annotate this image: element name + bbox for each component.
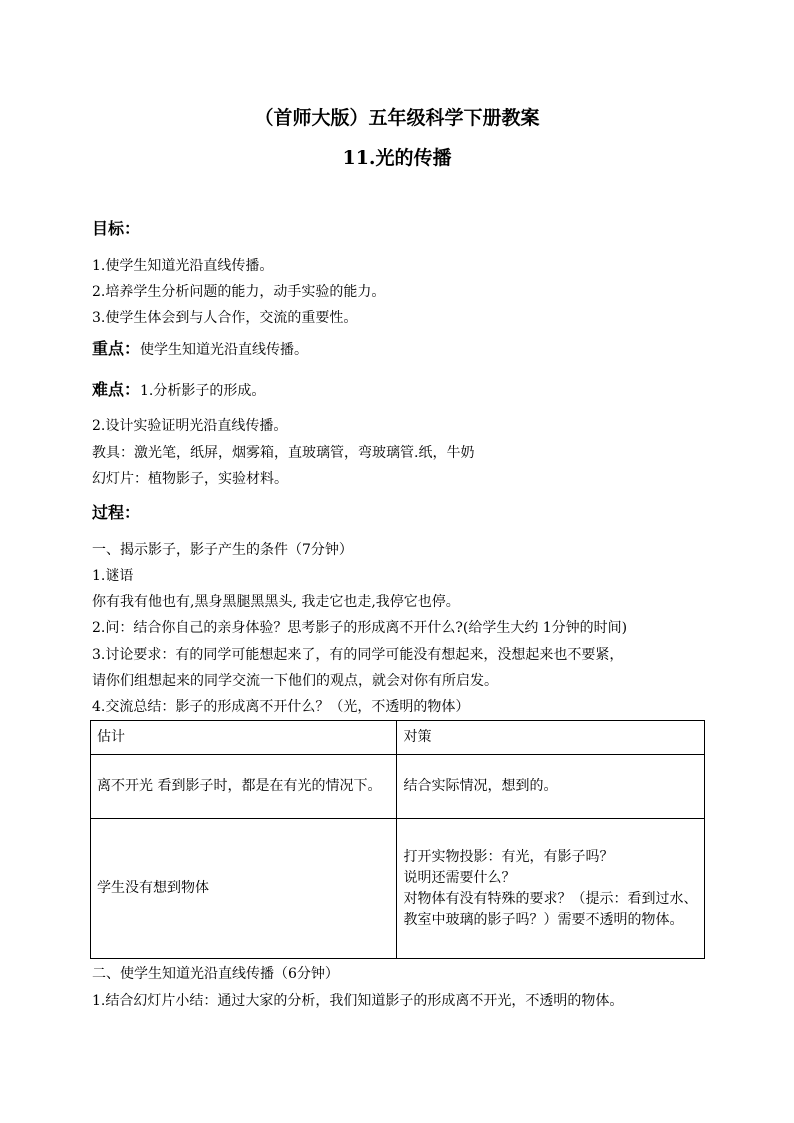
table-row [91,755,705,819]
objective-item-1: 1.使学生知道光沿直线传播。 [92,258,274,274]
difficulty-item-2: 2.设计实验证明光沿直线传播。 [92,418,288,434]
table-row [91,819,705,959]
row1-estimate: 离不开光 看到影子时，都是在有光的情况下。 [91,755,397,819]
objective-item-2: 2.培养学生分析问题的能力，动手实验的能力。 [92,284,386,300]
row2-strategy-line-2: 说明还需要什么？ [403,869,516,886]
step-2: 2.问：结合你自己的亲身体验？思考影子的形成离不开什么?(给学生大约 1分钟的时间) [92,620,628,636]
objectives-heading: 目标： [92,219,141,238]
step-4: 4.交流总结：影子的形成离不开什么？（光，不透明的物体） [92,699,470,715]
objective-item-3: 3.使学生体会到与人合作，交流的重要性。 [92,310,358,326]
header-estimate: 估计 [91,721,397,755]
difficulty-text: 1.分析影子的形成。 [140,383,266,399]
materials-tools: 教具：激光笔，纸屏，烟雾箱，直玻璃管，弯玻璃管.纸，牛奶 [92,445,475,461]
key-point-text: 使学生知道光沿直线传播。 [140,342,309,358]
strategy-table [90,720,705,959]
row2-strategy-line-3: 对物体有没有特殊的要求？（提示：看到过水、教室中玻璃的影子吗？）需要不透明的物体。 [403,890,698,928]
part2-step-1: 1.结合幻灯片小结：通过大家的分析，我们知道影子的形成离不开光，不透明的物体。 [92,993,624,1009]
part1-title: 一、揭示影子，影子产生的条件（7分钟） [92,542,353,558]
process-heading: 过程： [92,503,141,522]
part2-title: 二、使学生知道光沿直线传播（6分钟） [92,966,339,982]
difficulty-label: 难点： [92,380,141,399]
materials-slides: 幻灯片：植物影子，实验材料。 [92,471,288,487]
document-title: （首师大版）五年级科学下册教案 [254,107,540,129]
step-1: 1.谜语 [92,568,134,584]
key-point-label: 重点： [92,339,141,358]
row2-strategy [397,819,705,959]
step-3-line-1: 3.讨论要求：有的同学可能想起来了，有的同学可能没有想起来，没想起来也不要紧， [92,647,624,663]
header-strategy: 对策 [397,721,705,755]
table-header-row [91,721,705,755]
lesson-title: 11.光的传播 [342,147,452,169]
step-3-line-2: 请你们组想起来的同学交流一下他们的观点，就会对你有所启发。 [92,673,498,689]
row2-strategy-line-1: 打开实物投影：有光，有影子吗？ [403,848,614,865]
row1-strategy: 结合实际情况，想到的。 [397,755,705,819]
key-point [92,339,308,360]
difficulty [92,380,265,401]
riddle-text: 你有我有他也有,黑身黑腿黑黑头, 我走它也走,我停它也停。 [92,594,460,610]
row2-estimate: 学生没有想到物体 [91,819,397,959]
